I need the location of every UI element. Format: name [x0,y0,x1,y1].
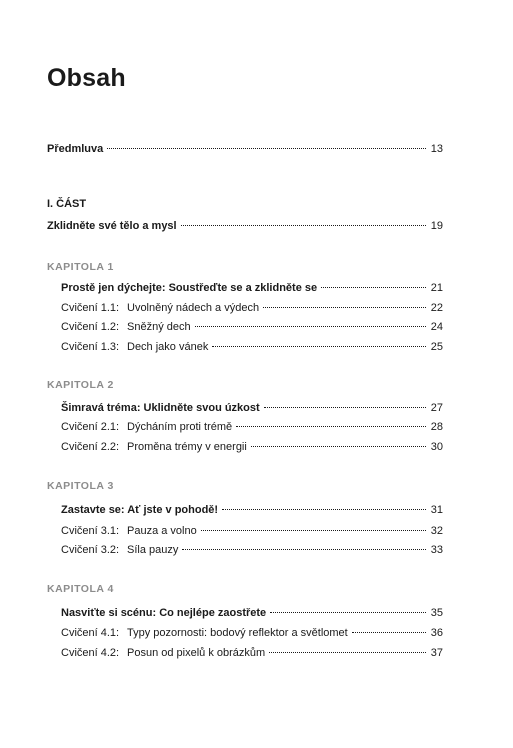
exercise-number: Cvičení 1.1: [61,302,120,314]
toc-entry-title: Prostě jen dýchejte: Soustřeďte se a zklidněte se [61,282,318,294]
dot-leader [107,148,426,149]
toc-entry-exercise[interactable] [61,420,443,434]
toc-entry-part1[interactable] [47,219,443,233]
dot-leader [269,652,426,653]
toc-entry-exercise[interactable] [61,646,443,660]
chapter-label: KAPITOLA 3 [47,480,114,492]
toc-page-number: 33 [430,544,443,556]
toc-page-number: 31 [430,504,443,516]
toc-page-number: 37 [430,647,443,659]
toc-entry-preface[interactable] [47,142,443,156]
chapter-label: KAPITOLA 2 [47,379,114,391]
exercise-number: Cvičení 3.1: [61,525,120,537]
exercise-number: Cvičení 2.2: [61,441,120,453]
dot-leader [236,426,426,427]
dot-leader [263,307,426,308]
toc-entry-title: Dýcháním proti trémě [127,421,233,433]
toc-entry-title: Zklidněte své tělo a mysl [47,220,177,232]
exercise-number: Cvičení 1.2: [61,321,120,333]
toc-page-number: 28 [430,421,443,433]
exercise-number: Cvičení 4.1: [61,627,120,639]
toc-entry-title: Posun od pixelů k obrázkům [127,647,266,659]
toc-entry-chapter[interactable] [61,503,443,517]
dot-leader [212,346,425,347]
part-label: I. ČÁST [47,198,87,210]
exercise-number: Cvičení 4.2: [61,647,120,659]
toc-entry-chapter[interactable] [61,606,443,620]
exercise-number: Cvičení 2.1: [61,421,120,433]
dot-leader [264,407,426,408]
toc-entry-exercise[interactable] [61,524,443,538]
toc-entry-title: Typy pozornosti: bodový reflektor a světlomet [127,627,348,639]
toc-page-number: 35 [430,607,443,619]
toc-entry-title: Šimravá tréma: Uklidněte svou úzkost [61,402,260,414]
toc-page-number: 24 [430,321,443,333]
toc-entry-exercise[interactable] [61,320,443,334]
toc-entry-chapter[interactable] [61,401,443,415]
toc-page-number: 36 [430,627,443,639]
toc-entry-title: Síla pauzy [127,544,179,556]
dot-leader [222,509,426,510]
dot-leader [195,326,426,327]
toc-entry-title: Zastavte se: Ať jste v pohodě! [61,504,219,516]
toc-page-number: 25 [430,341,443,353]
dot-leader [321,287,426,288]
exercise-number: Cvičení 3.2: [61,544,120,556]
toc-entry-exercise[interactable] [61,440,443,454]
toc-page-number: 32 [430,525,443,537]
dot-leader [182,549,425,550]
toc-entry-title: Nasviťte si scénu: Co nejlépe zaostřete [61,607,267,619]
toc-entry-exercise[interactable] [61,340,443,354]
toc-entry-title: Pauza a volno [127,525,197,537]
toc-page-number: 27 [430,402,443,414]
toc-entry-exercise[interactable] [61,626,443,640]
dot-leader [201,530,426,531]
toc-page-number: 30 [430,441,443,453]
toc-entry-title: Proměna trémy v energii [127,441,247,453]
toc-page-number: 21 [430,282,443,294]
toc-page-number: 19 [430,220,443,232]
toc-entry-title: Sněžný dech [127,321,191,333]
exercise-number: Cvičení 1.3: [61,341,120,353]
chapter-label: KAPITOLA 4 [47,583,114,595]
dot-leader [251,446,426,447]
toc-entry-title: Předmluva [47,143,104,155]
toc-entry-title: Dech jako vánek [127,341,209,353]
toc-entry-title: Uvolněný nádech a výdech [127,302,260,314]
toc-entry-exercise[interactable] [61,301,443,315]
dot-leader [181,225,426,226]
toc-entry-exercise[interactable] [61,543,443,557]
page-title: Obsah [47,64,126,92]
toc-page-number: 13 [430,143,443,155]
toc-entry-chapter[interactable] [61,281,443,295]
dot-leader [270,612,426,613]
chapter-label: KAPITOLA 1 [47,261,114,273]
dot-leader [352,632,426,633]
toc-page-number: 22 [430,302,443,314]
